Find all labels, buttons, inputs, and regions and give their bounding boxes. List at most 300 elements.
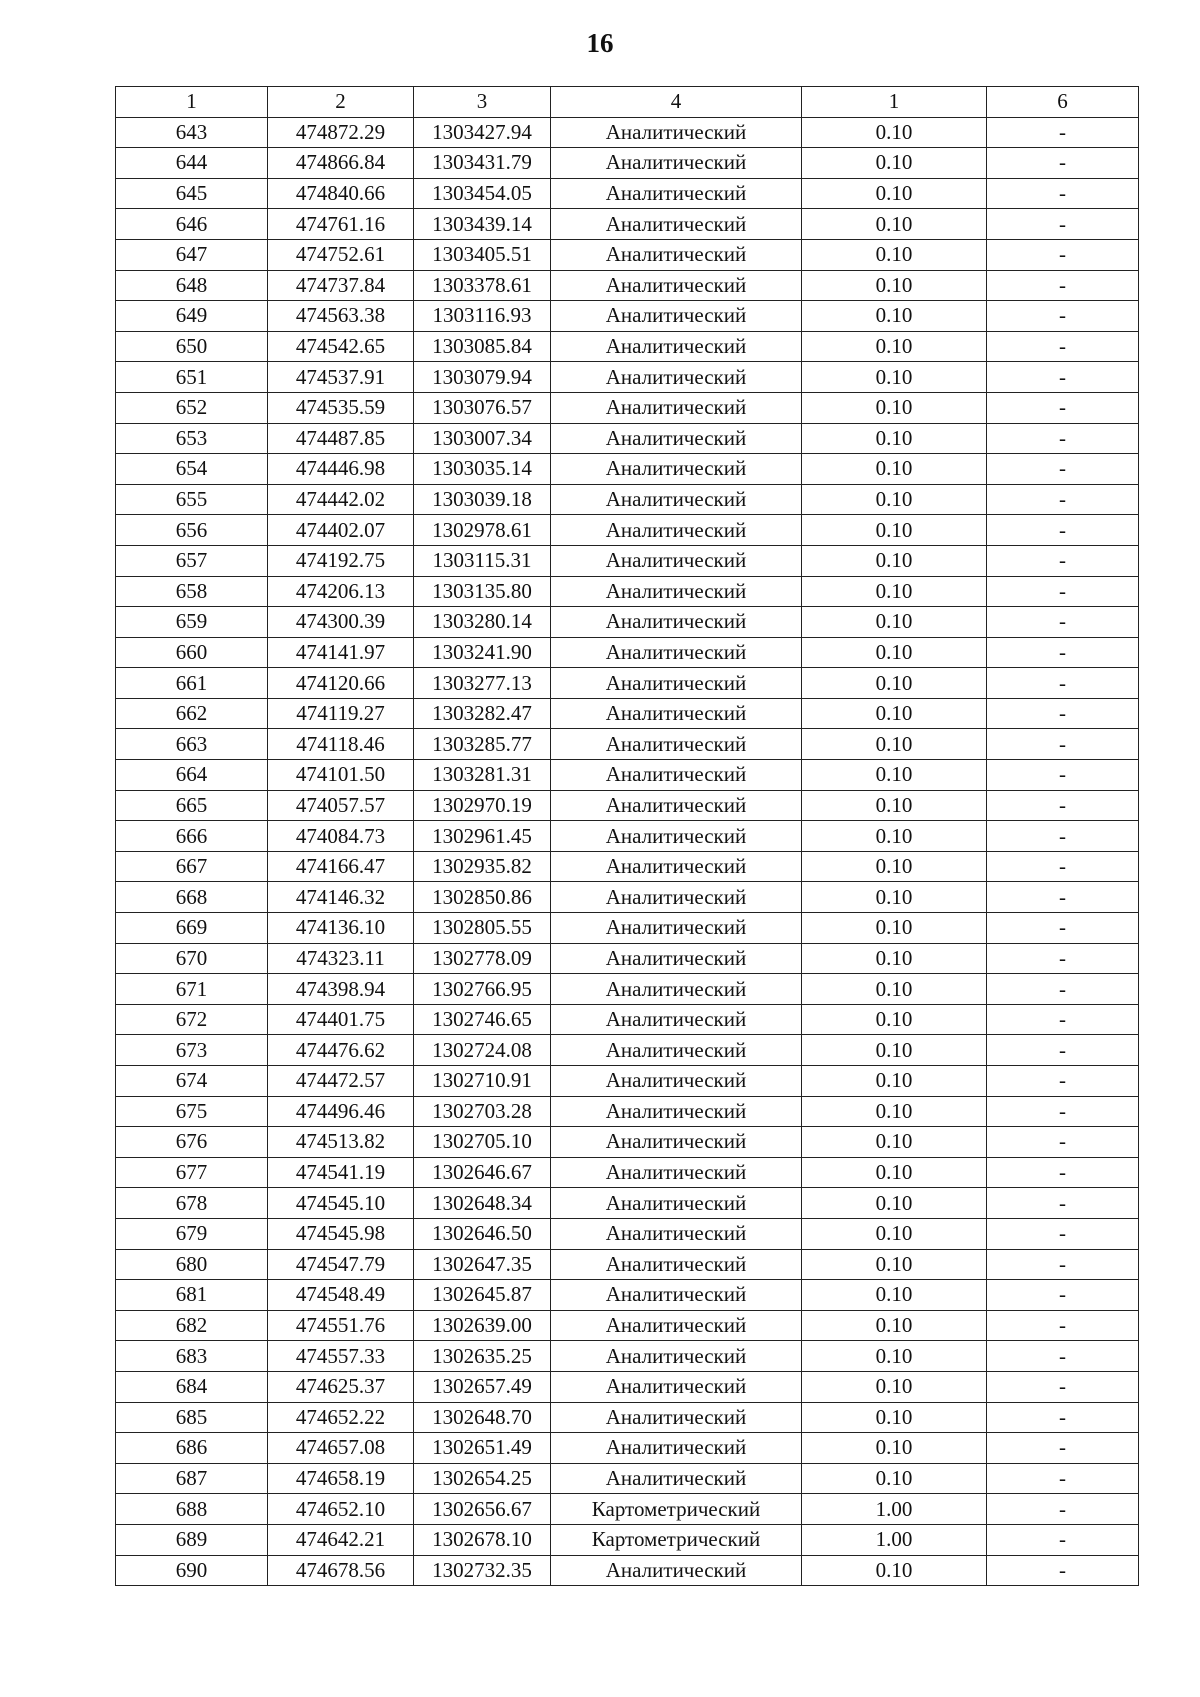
note-cell: - xyxy=(987,1249,1139,1280)
note-cell: - xyxy=(987,668,1139,699)
x-coordinate-cell: 474402.07 xyxy=(268,515,414,546)
accuracy-cell: 0.10 xyxy=(802,760,987,791)
method-cell: Аналитический xyxy=(551,270,802,301)
note-cell: - xyxy=(987,454,1139,485)
table-row xyxy=(116,576,1139,607)
note-cell: - xyxy=(987,698,1139,729)
y-coordinate-cell: 1303431.79 xyxy=(414,148,551,179)
x-coordinate-cell: 474166.47 xyxy=(268,851,414,882)
table-row xyxy=(116,1249,1139,1280)
y-coordinate-cell: 1303427.94 xyxy=(414,117,551,148)
x-coordinate-cell: 474487.85 xyxy=(268,423,414,454)
note-cell: - xyxy=(987,851,1139,882)
method-cell: Аналитический xyxy=(551,209,802,240)
point-number-cell: 679 xyxy=(116,1218,268,1249)
accuracy-cell: 0.10 xyxy=(802,117,987,148)
point-number-cell: 672 xyxy=(116,1004,268,1035)
method-cell: Аналитический xyxy=(551,515,802,546)
accuracy-cell: 0.10 xyxy=(802,1555,987,1586)
x-coordinate-cell: 474551.76 xyxy=(268,1310,414,1341)
y-coordinate-cell: 1302635.25 xyxy=(414,1341,551,1372)
note-cell: - xyxy=(987,148,1139,179)
x-coordinate-cell: 474547.79 xyxy=(268,1249,414,1280)
x-coordinate-cell: 474752.61 xyxy=(268,239,414,270)
table-row xyxy=(116,484,1139,515)
note-cell: - xyxy=(987,821,1139,852)
y-coordinate-cell: 1302961.45 xyxy=(414,821,551,852)
x-coordinate-cell: 474872.29 xyxy=(268,117,414,148)
y-coordinate-cell: 1302648.70 xyxy=(414,1402,551,1433)
x-coordinate-cell: 474101.50 xyxy=(268,760,414,791)
y-coordinate-cell: 1303281.31 xyxy=(414,760,551,791)
method-cell: Аналитический xyxy=(551,1463,802,1494)
point-number-cell: 670 xyxy=(116,943,268,974)
point-number-cell: 688 xyxy=(116,1494,268,1525)
point-number-cell: 685 xyxy=(116,1402,268,1433)
note-cell: - xyxy=(987,760,1139,791)
y-coordinate-cell: 1303285.77 xyxy=(414,729,551,760)
y-coordinate-cell: 1302778.09 xyxy=(414,943,551,974)
point-number-cell: 686 xyxy=(116,1433,268,1464)
y-coordinate-cell: 1302656.67 xyxy=(414,1494,551,1525)
note-cell: - xyxy=(987,515,1139,546)
y-coordinate-cell: 1303282.47 xyxy=(414,698,551,729)
note-cell: - xyxy=(987,239,1139,270)
accuracy-cell: 0.10 xyxy=(802,1096,987,1127)
table-row xyxy=(116,239,1139,270)
note-cell: - xyxy=(987,301,1139,332)
accuracy-cell: 0.10 xyxy=(802,821,987,852)
accuracy-cell: 0.10 xyxy=(802,607,987,638)
y-coordinate-cell: 1303378.61 xyxy=(414,270,551,301)
accuracy-cell: 0.10 xyxy=(802,545,987,576)
point-number-cell: 654 xyxy=(116,454,268,485)
point-number-cell: 690 xyxy=(116,1555,268,1586)
table-row xyxy=(116,1494,1139,1525)
x-coordinate-cell: 474542.65 xyxy=(268,331,414,362)
accuracy-cell: 0.10 xyxy=(802,1463,987,1494)
table-row xyxy=(116,545,1139,576)
table-row xyxy=(116,607,1139,638)
note-cell: - xyxy=(987,1035,1139,1066)
note-cell: - xyxy=(987,637,1139,668)
y-coordinate-cell: 1302651.49 xyxy=(414,1433,551,1464)
point-number-cell: 680 xyxy=(116,1249,268,1280)
accuracy-cell: 0.10 xyxy=(802,301,987,332)
method-cell: Аналитический xyxy=(551,760,802,791)
accuracy-cell: 0.10 xyxy=(802,576,987,607)
note-cell: - xyxy=(987,1280,1139,1311)
method-cell: Аналитический xyxy=(551,362,802,393)
method-cell: Аналитический xyxy=(551,545,802,576)
point-number-cell: 656 xyxy=(116,515,268,546)
accuracy-cell: 0.10 xyxy=(802,392,987,423)
note-cell: - xyxy=(987,1066,1139,1097)
y-coordinate-cell: 1302705.10 xyxy=(414,1127,551,1158)
x-coordinate-cell: 474642.21 xyxy=(268,1524,414,1555)
point-number-cell: 665 xyxy=(116,790,268,821)
accuracy-cell: 0.10 xyxy=(802,209,987,240)
method-cell: Аналитический xyxy=(551,943,802,974)
table-row xyxy=(116,1035,1139,1066)
x-coordinate-cell: 474118.46 xyxy=(268,729,414,760)
point-number-cell: 677 xyxy=(116,1157,268,1188)
y-coordinate-cell: 1302850.86 xyxy=(414,882,551,913)
note-cell: - xyxy=(987,1218,1139,1249)
point-number-cell: 647 xyxy=(116,239,268,270)
table-row xyxy=(116,729,1139,760)
x-coordinate-cell: 474657.08 xyxy=(268,1433,414,1464)
header-cell-col4: 4 xyxy=(551,87,802,118)
method-cell: Аналитический xyxy=(551,790,802,821)
y-coordinate-cell: 1302648.34 xyxy=(414,1188,551,1219)
accuracy-cell: 1.00 xyxy=(802,1494,987,1525)
note-cell: - xyxy=(987,1188,1139,1219)
table-row xyxy=(116,790,1139,821)
x-coordinate-cell: 474625.37 xyxy=(268,1371,414,1402)
method-cell: Аналитический xyxy=(551,1310,802,1341)
method-cell: Аналитический xyxy=(551,1157,802,1188)
table-row xyxy=(116,1371,1139,1402)
point-number-cell: 668 xyxy=(116,882,268,913)
method-cell: Аналитический xyxy=(551,1066,802,1097)
note-cell: - xyxy=(987,209,1139,240)
table-row xyxy=(116,1402,1139,1433)
y-coordinate-cell: 1303135.80 xyxy=(414,576,551,607)
method-cell: Аналитический xyxy=(551,1004,802,1035)
x-coordinate-cell: 474300.39 xyxy=(268,607,414,638)
table-row xyxy=(116,331,1139,362)
x-coordinate-cell: 474652.22 xyxy=(268,1402,414,1433)
point-number-cell: 667 xyxy=(116,851,268,882)
x-coordinate-cell: 474563.38 xyxy=(268,301,414,332)
x-coordinate-cell: 474535.59 xyxy=(268,392,414,423)
note-cell: - xyxy=(987,1524,1139,1555)
table-row xyxy=(116,1004,1139,1035)
method-cell: Аналитический xyxy=(551,1127,802,1158)
y-coordinate-cell: 1302654.25 xyxy=(414,1463,551,1494)
accuracy-cell: 0.10 xyxy=(802,178,987,209)
accuracy-cell: 0.10 xyxy=(802,484,987,515)
method-cell: Аналитический xyxy=(551,117,802,148)
x-coordinate-cell: 474442.02 xyxy=(268,484,414,515)
x-coordinate-cell: 474446.98 xyxy=(268,454,414,485)
point-number-cell: 646 xyxy=(116,209,268,240)
y-coordinate-cell: 1302657.49 xyxy=(414,1371,551,1402)
accuracy-cell: 0.10 xyxy=(802,790,987,821)
x-coordinate-cell: 474866.84 xyxy=(268,148,414,179)
note-cell: - xyxy=(987,1555,1139,1586)
x-coordinate-cell: 474057.57 xyxy=(268,790,414,821)
x-coordinate-cell: 474206.13 xyxy=(268,576,414,607)
table-row xyxy=(116,851,1139,882)
note-cell: - xyxy=(987,270,1139,301)
table-row xyxy=(116,1188,1139,1219)
x-coordinate-cell: 474545.10 xyxy=(268,1188,414,1219)
note-cell: - xyxy=(987,1371,1139,1402)
note-cell: - xyxy=(987,607,1139,638)
table-row xyxy=(116,882,1139,913)
method-cell: Аналитический xyxy=(551,484,802,515)
point-number-cell: 659 xyxy=(116,607,268,638)
y-coordinate-cell: 1302646.67 xyxy=(414,1157,551,1188)
x-coordinate-cell: 474658.19 xyxy=(268,1463,414,1494)
table-row xyxy=(116,1433,1139,1464)
method-cell: Аналитический xyxy=(551,698,802,729)
header-cell-col5: 1 xyxy=(802,87,987,118)
method-cell: Картометрический xyxy=(551,1494,802,1525)
table-row xyxy=(116,668,1139,699)
y-coordinate-cell: 1303439.14 xyxy=(414,209,551,240)
method-cell: Аналитический xyxy=(551,1555,802,1586)
point-number-cell: 650 xyxy=(116,331,268,362)
method-cell: Картометрический xyxy=(551,1524,802,1555)
table-row xyxy=(116,974,1139,1005)
method-cell: Аналитический xyxy=(551,1218,802,1249)
table-row xyxy=(116,1218,1139,1249)
x-coordinate-cell: 474120.66 xyxy=(268,668,414,699)
table-header xyxy=(116,87,1139,118)
table-row xyxy=(116,117,1139,148)
y-coordinate-cell: 1302646.50 xyxy=(414,1218,551,1249)
y-coordinate-cell: 1303454.05 xyxy=(414,178,551,209)
table-row xyxy=(116,1463,1139,1494)
table-row xyxy=(116,362,1139,393)
note-cell: - xyxy=(987,1341,1139,1372)
accuracy-cell: 0.10 xyxy=(802,515,987,546)
table-row xyxy=(116,148,1139,179)
accuracy-cell: 0.10 xyxy=(802,943,987,974)
method-cell: Аналитический xyxy=(551,423,802,454)
point-number-cell: 687 xyxy=(116,1463,268,1494)
y-coordinate-cell: 1303085.84 xyxy=(414,331,551,362)
accuracy-cell: 0.10 xyxy=(802,148,987,179)
accuracy-cell: 0.10 xyxy=(802,1035,987,1066)
point-number-cell: 673 xyxy=(116,1035,268,1066)
point-number-cell: 664 xyxy=(116,760,268,791)
note-cell: - xyxy=(987,178,1139,209)
y-coordinate-cell: 1302645.87 xyxy=(414,1280,551,1311)
table-row xyxy=(116,270,1139,301)
table-row xyxy=(116,913,1139,944)
note-cell: - xyxy=(987,943,1139,974)
y-coordinate-cell: 1303039.18 xyxy=(414,484,551,515)
point-number-cell: 676 xyxy=(116,1127,268,1158)
header-cell-col3: 3 xyxy=(414,87,551,118)
accuracy-cell: 0.10 xyxy=(802,270,987,301)
accuracy-cell: 0.10 xyxy=(802,913,987,944)
table-row xyxy=(116,637,1139,668)
accuracy-cell: 0.10 xyxy=(802,1280,987,1311)
table-row xyxy=(116,1096,1139,1127)
x-coordinate-cell: 474398.94 xyxy=(268,974,414,1005)
y-coordinate-cell: 1303115.31 xyxy=(414,545,551,576)
method-cell: Аналитический xyxy=(551,821,802,852)
table-row xyxy=(116,698,1139,729)
note-cell: - xyxy=(987,1402,1139,1433)
point-number-cell: 669 xyxy=(116,913,268,944)
accuracy-cell: 0.10 xyxy=(802,1402,987,1433)
note-cell: - xyxy=(987,1433,1139,1464)
accuracy-cell: 0.10 xyxy=(802,423,987,454)
y-coordinate-cell: 1303076.57 xyxy=(414,392,551,423)
method-cell: Аналитический xyxy=(551,882,802,913)
method-cell: Аналитический xyxy=(551,576,802,607)
point-number-cell: 643 xyxy=(116,117,268,148)
note-cell: - xyxy=(987,576,1139,607)
accuracy-cell: 0.10 xyxy=(802,1188,987,1219)
x-coordinate-cell: 474496.46 xyxy=(268,1096,414,1127)
method-cell: Аналитический xyxy=(551,913,802,944)
point-number-cell: 684 xyxy=(116,1371,268,1402)
x-coordinate-cell: 474761.16 xyxy=(268,209,414,240)
method-cell: Аналитический xyxy=(551,1035,802,1066)
accuracy-cell: 0.10 xyxy=(802,1433,987,1464)
note-cell: - xyxy=(987,1157,1139,1188)
note-cell: - xyxy=(987,1463,1139,1494)
x-coordinate-cell: 474476.62 xyxy=(268,1035,414,1066)
method-cell: Аналитический xyxy=(551,239,802,270)
point-number-cell: 678 xyxy=(116,1188,268,1219)
x-coordinate-cell: 474136.10 xyxy=(268,913,414,944)
point-number-cell: 674 xyxy=(116,1066,268,1097)
point-number-cell: 653 xyxy=(116,423,268,454)
point-number-cell: 649 xyxy=(116,301,268,332)
accuracy-cell: 0.10 xyxy=(802,454,987,485)
method-cell: Аналитический xyxy=(551,607,802,638)
table-row xyxy=(116,760,1139,791)
y-coordinate-cell: 1303116.93 xyxy=(414,301,551,332)
method-cell: Аналитический xyxy=(551,729,802,760)
table-row xyxy=(116,943,1139,974)
note-cell: - xyxy=(987,362,1139,393)
method-cell: Аналитический xyxy=(551,1096,802,1127)
point-number-cell: 681 xyxy=(116,1280,268,1311)
method-cell: Аналитический xyxy=(551,301,802,332)
note-cell: - xyxy=(987,484,1139,515)
table-row xyxy=(116,1524,1139,1555)
table-row xyxy=(116,423,1139,454)
header-cell-col1: 1 xyxy=(116,87,268,118)
note-cell: - xyxy=(987,392,1139,423)
table-row xyxy=(116,515,1139,546)
method-cell: Аналитический xyxy=(551,851,802,882)
note-cell: - xyxy=(987,1494,1139,1525)
y-coordinate-cell: 1302978.61 xyxy=(414,515,551,546)
method-cell: Аналитический xyxy=(551,148,802,179)
point-number-cell: 675 xyxy=(116,1096,268,1127)
x-coordinate-cell: 474141.97 xyxy=(268,637,414,668)
y-coordinate-cell: 1303079.94 xyxy=(414,362,551,393)
point-number-cell: 651 xyxy=(116,362,268,393)
method-cell: Аналитический xyxy=(551,1280,802,1311)
y-coordinate-cell: 1303280.14 xyxy=(414,607,551,638)
accuracy-cell: 0.10 xyxy=(802,1310,987,1341)
table-row xyxy=(116,454,1139,485)
point-number-cell: 645 xyxy=(116,178,268,209)
point-number-cell: 655 xyxy=(116,484,268,515)
point-number-cell: 663 xyxy=(116,729,268,760)
page-number: 16 xyxy=(586,28,614,58)
point-number-cell: 666 xyxy=(116,821,268,852)
header-cell-col6: 6 xyxy=(987,87,1139,118)
method-cell: Аналитический xyxy=(551,1188,802,1219)
accuracy-cell: 0.10 xyxy=(802,698,987,729)
table-row xyxy=(116,392,1139,423)
accuracy-cell: 0.10 xyxy=(802,1341,987,1372)
y-coordinate-cell: 1302710.91 xyxy=(414,1066,551,1097)
y-coordinate-cell: 1303405.51 xyxy=(414,239,551,270)
point-number-cell: 683 xyxy=(116,1341,268,1372)
x-coordinate-cell: 474545.98 xyxy=(268,1218,414,1249)
coordinates-table xyxy=(115,86,1139,1586)
x-coordinate-cell: 474119.27 xyxy=(268,698,414,729)
y-coordinate-cell: 1303277.13 xyxy=(414,668,551,699)
note-cell: - xyxy=(987,882,1139,913)
x-coordinate-cell: 474652.10 xyxy=(268,1494,414,1525)
table-row xyxy=(116,178,1139,209)
table-row xyxy=(116,1280,1139,1311)
table-row xyxy=(116,1555,1139,1586)
point-number-cell: 689 xyxy=(116,1524,268,1555)
y-coordinate-cell: 1302766.95 xyxy=(414,974,551,1005)
note-cell: - xyxy=(987,1127,1139,1158)
note-cell: - xyxy=(987,1096,1139,1127)
x-coordinate-cell: 474401.75 xyxy=(268,1004,414,1035)
table-row xyxy=(116,1341,1139,1372)
accuracy-cell: 0.10 xyxy=(802,1157,987,1188)
accuracy-cell: 0.10 xyxy=(802,1371,987,1402)
point-number-cell: 652 xyxy=(116,392,268,423)
method-cell: Аналитический xyxy=(551,668,802,699)
y-coordinate-cell: 1302746.65 xyxy=(414,1004,551,1035)
x-coordinate-cell: 474548.49 xyxy=(268,1280,414,1311)
x-coordinate-cell: 474541.19 xyxy=(268,1157,414,1188)
accuracy-cell: 0.10 xyxy=(802,851,987,882)
accuracy-cell: 0.10 xyxy=(802,331,987,362)
y-coordinate-cell: 1302703.28 xyxy=(414,1096,551,1127)
table-row xyxy=(116,1066,1139,1097)
x-coordinate-cell: 474840.66 xyxy=(268,178,414,209)
accuracy-cell: 0.10 xyxy=(802,239,987,270)
table-row xyxy=(116,301,1139,332)
method-cell: Аналитический xyxy=(551,1371,802,1402)
x-coordinate-cell: 474472.57 xyxy=(268,1066,414,1097)
point-number-cell: 661 xyxy=(116,668,268,699)
table-row xyxy=(116,1127,1139,1158)
x-coordinate-cell: 474737.84 xyxy=(268,270,414,301)
y-coordinate-cell: 1303035.14 xyxy=(414,454,551,485)
accuracy-cell: 0.10 xyxy=(802,637,987,668)
accuracy-cell: 0.10 xyxy=(802,974,987,1005)
method-cell: Аналитический xyxy=(551,392,802,423)
point-number-cell: 644 xyxy=(116,148,268,179)
x-coordinate-cell: 474513.82 xyxy=(268,1127,414,1158)
accuracy-cell: 0.10 xyxy=(802,1249,987,1280)
header-row xyxy=(116,87,1139,118)
y-coordinate-cell: 1302970.19 xyxy=(414,790,551,821)
table-row xyxy=(116,1310,1139,1341)
y-coordinate-cell: 1302724.08 xyxy=(414,1035,551,1066)
method-cell: Аналитический xyxy=(551,637,802,668)
method-cell: Аналитический xyxy=(551,1249,802,1280)
x-coordinate-cell: 474537.91 xyxy=(268,362,414,393)
y-coordinate-cell: 1302732.35 xyxy=(414,1555,551,1586)
accuracy-cell: 1.00 xyxy=(802,1524,987,1555)
accuracy-cell: 0.10 xyxy=(802,1004,987,1035)
y-coordinate-cell: 1302678.10 xyxy=(414,1524,551,1555)
accuracy-cell: 0.10 xyxy=(802,1127,987,1158)
